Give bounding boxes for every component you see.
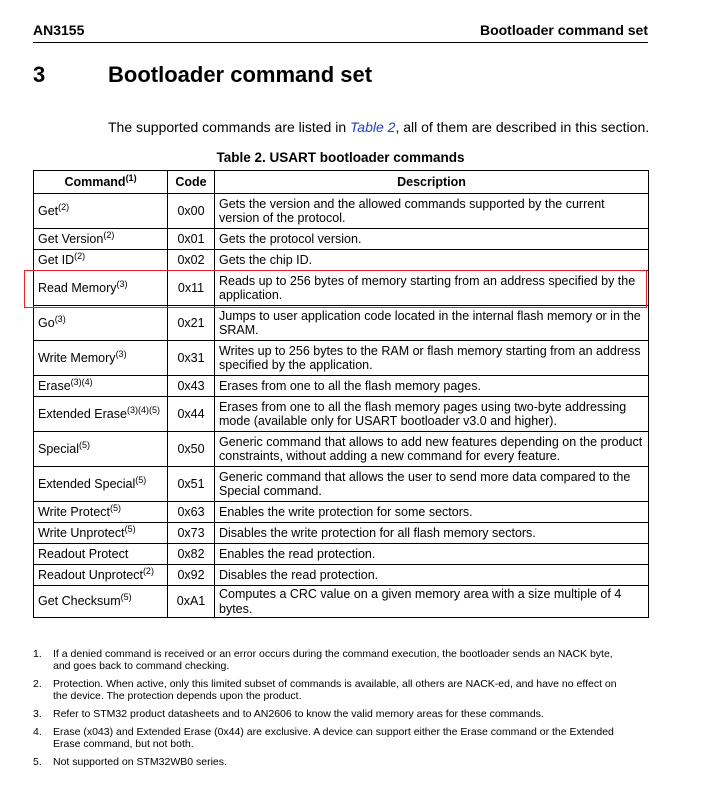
command-footnote-ref: (5) <box>79 439 90 450</box>
command-cell <box>34 341 168 376</box>
code-cell: 0x50 <box>168 432 215 467</box>
footnote-text: If a denied command is received or an error occurs during the command execution, the bootloader sends an NACK byte, and goes back to command checking. <box>53 648 613 672</box>
description-cell: Disables the read protection. <box>215 565 649 586</box>
command-footnote-ref: (3) <box>54 313 66 324</box>
command-cell <box>34 432 168 467</box>
code-cell: 0x43 <box>168 376 215 397</box>
command-cell <box>34 229 168 250</box>
code-cell: 0x44 <box>168 397 215 432</box>
description-cell: Enables the write protection for some sectors. <box>215 502 649 523</box>
footnote <box>33 708 633 720</box>
command-name: Write Unprotect <box>38 525 125 540</box>
table-header-row <box>34 171 649 194</box>
description-cell: Writes up to 256 bytes to the RAM or flash memory starting from an address specified by the application. <box>215 341 649 376</box>
command-name: Erase <box>38 378 71 393</box>
footnote-number: 3. <box>33 708 42 720</box>
footnote <box>33 648 633 672</box>
code-cell: 0x21 <box>168 306 215 341</box>
code-cell: 0x00 <box>168 194 215 229</box>
footnote <box>33 726 633 750</box>
table-row <box>34 502 649 523</box>
description-cell: Jumps to user application code located in the internal flash memory or in the SRAM. <box>215 306 649 341</box>
code-cell: 0x92 <box>168 565 215 586</box>
code-cell: 0x01 <box>168 229 215 250</box>
footnote-number: 5. <box>33 756 42 768</box>
table-row <box>34 586 649 618</box>
description-cell: Gets the version and the allowed commands supported by the current version of the protocol. <box>215 194 649 229</box>
code-cell: 0xA1 <box>168 586 215 618</box>
command-footnote-ref: (5) <box>135 474 147 485</box>
command-name: Special <box>38 441 79 456</box>
code-cell: 0x82 <box>168 544 215 565</box>
footnote <box>33 756 633 768</box>
description-cell: Erases from one to all the flash memory pages using two-byte addressing mode (available only for USART bootloader v3.0 and higher). <box>215 397 649 432</box>
table-row <box>34 544 649 565</box>
footnote-text: Not supported on STM32WB0 series. <box>53 756 227 768</box>
description-cell: Gets the protocol version. <box>215 229 649 250</box>
intro-text-before: The supported commands are listed in <box>108 119 351 135</box>
command-cell <box>34 194 168 229</box>
command-cell <box>34 565 168 586</box>
header-description: Description <box>215 171 649 194</box>
code-cell: 0x63 <box>168 502 215 523</box>
table-row <box>34 432 649 467</box>
code-cell: 0x02 <box>168 250 215 271</box>
command-cell <box>34 306 168 341</box>
document-id: AN3155 <box>33 22 85 38</box>
header-command-footnote: (1) <box>125 172 137 183</box>
command-name: Get Version <box>38 231 104 246</box>
footnote-number: 4. <box>33 726 42 738</box>
table-row <box>34 523 649 544</box>
command-footnote-ref: (3) <box>115 348 127 359</box>
description-cell: Enables the read protection. <box>215 544 649 565</box>
command-footnote-ref: (5) <box>120 592 132 603</box>
code-cell: 0x11 <box>168 271 215 306</box>
command-cell <box>34 271 168 306</box>
command-name: Read Memory <box>38 280 117 295</box>
footnote <box>33 678 633 702</box>
command-footnote-ref: (3) <box>116 278 128 289</box>
footnote-text: Refer to STM32 product datasheets and to AN2606 to know the valid memory areas for these commands. <box>53 708 544 720</box>
command-cell <box>34 586 168 618</box>
command-name: Write Protect <box>38 504 111 519</box>
command-name: Readout Unprotect <box>38 567 143 582</box>
command-footnote-ref: (3)(4) <box>70 376 93 387</box>
command-footnote-ref: (5) <box>110 502 122 513</box>
command-name: Write Memory <box>38 350 116 365</box>
command-cell <box>34 502 168 523</box>
header-rule <box>33 42 648 43</box>
footnote-text: Erase (x043) and Extended Erase (0x44) are exclusive. A device can support either the Erase command or the Extended Erase command, but not both. <box>53 726 614 750</box>
table-row <box>34 565 649 586</box>
table-footnotes <box>33 648 633 774</box>
table-row <box>34 250 649 271</box>
footnote-number: 1. <box>33 648 42 660</box>
command-cell <box>34 523 168 544</box>
command-name: Extended Special <box>38 476 136 491</box>
command-footnote-ref: (2) <box>74 250 86 261</box>
command-footnote-ref: (5) <box>124 523 136 534</box>
table-2-link[interactable]: Table 2 <box>350 119 396 135</box>
header-code: Code <box>168 171 215 194</box>
table-row <box>34 271 649 306</box>
footnote-text: Protection. When active, only this limited subset of commands is available, all others are NACK-ed, and have no effect on the device. The protection depends upon the product. <box>53 678 617 702</box>
table-row <box>34 397 649 432</box>
command-footnote-ref: (2) <box>103 229 115 240</box>
description-cell: Erases from one to all the flash memory pages. <box>215 376 649 397</box>
description-cell: Gets the chip ID. <box>215 250 649 271</box>
footnote-number: 2. <box>33 678 42 690</box>
command-footnote-ref: (2) <box>142 565 154 576</box>
section-number: 3 <box>33 62 46 87</box>
table-caption: Table 2. USART bootloader commands <box>216 150 465 165</box>
table-row <box>34 341 649 376</box>
table-row <box>34 229 649 250</box>
description-cell: Generic command that allows to add new features depending on the product constraints, without adding a new command for every feature. <box>215 432 649 467</box>
command-name: Readout Protect <box>38 546 129 561</box>
command-name: Go <box>38 315 55 330</box>
command-cell <box>34 397 168 432</box>
code-cell: 0x73 <box>168 523 215 544</box>
intro-text-after: , all of them are described in this section. <box>395 119 650 135</box>
description-cell: Reads up to 256 bytes of memory starting from an address specified by the application. <box>215 271 649 306</box>
command-footnote-ref: (2) <box>58 201 70 212</box>
description-cell: Computes a CRC value on a given memory area with a size multiple of 4 bytes. <box>215 586 649 618</box>
command-name: Get Checksum <box>38 594 121 609</box>
code-cell: 0x31 <box>168 341 215 376</box>
command-cell <box>34 250 168 271</box>
table-row <box>34 467 649 502</box>
header-command: Command$^{(1)}$ <box>34 171 168 194</box>
intro-paragraph <box>108 119 649 135</box>
code-cell: 0x51 <box>168 467 215 502</box>
page-header <box>33 22 648 42</box>
table-row <box>34 194 649 229</box>
table-row <box>34 306 649 341</box>
section-title: Bootloader command set <box>108 62 373 87</box>
command-name: Extended Erase <box>38 406 127 421</box>
table-row <box>34 376 649 397</box>
running-section-title: Bootloader command set <box>479 22 648 38</box>
command-cell <box>34 376 168 397</box>
usart-bootloader-commands-table <box>33 170 649 618</box>
command-name: Get ID <box>38 252 75 267</box>
command-name: Get <box>38 203 59 218</box>
command-cell <box>34 467 168 502</box>
command-footnote-ref: (3)(4)(5) <box>126 404 160 415</box>
description-cell: Generic command that allows the user to send more data compared to the Special command. <box>215 467 649 502</box>
description-cell: Disables the write protection for all flash memory sectors. <box>215 523 649 544</box>
command-cell <box>34 544 168 565</box>
